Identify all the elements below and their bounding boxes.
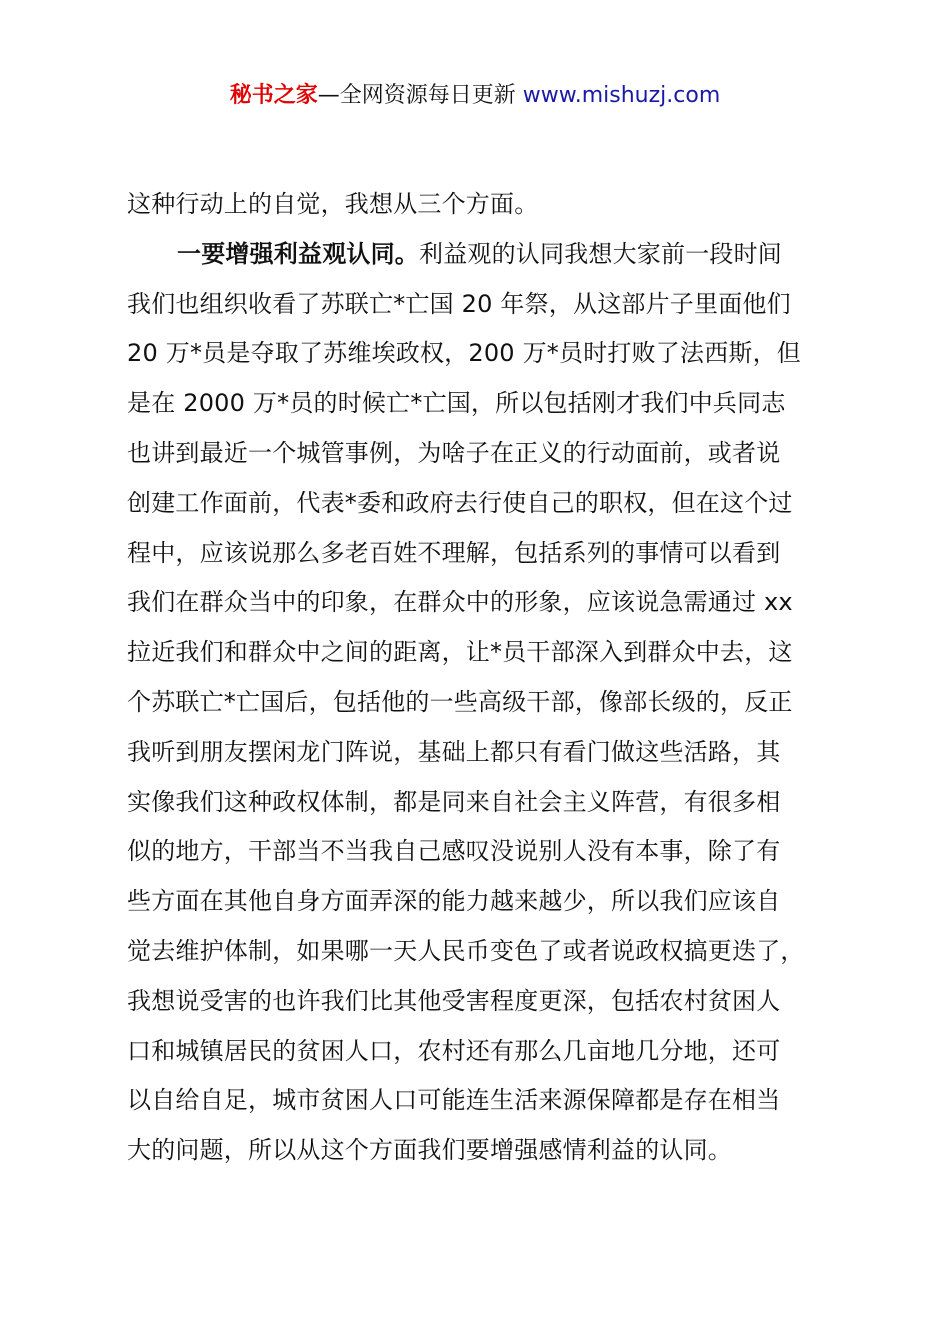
paragraph-line: 我们也组织收看了苏联亡*亡国 20 年祭，从这部片子里面他们	[127, 289, 791, 318]
paragraph-line: 我想说受害的也许我们比其他受害程度更深，包括农村贫困人	[127, 986, 781, 1015]
document-body	[127, 180, 847, 1176]
header-tagline: —全网资源每日更新	[317, 83, 516, 108]
paragraph-text: 利益观的认同我想大家前一段时间	[419, 239, 782, 268]
site-url-link[interactable]: www.mishuzj.com	[522, 83, 721, 108]
paragraph-line: 口和城镇居民的贫困人口，农村还有那么几亩地几分地，还可	[127, 1036, 781, 1065]
paragraph-line: 也讲到最近一个城管事例，为啥子在正义的行动面前，或者说	[127, 438, 781, 467]
paragraph-line: 觉去维护体制，如果哪一天人民币变色了或者说政权搞更迭了，	[127, 936, 805, 965]
paragraph-line: 20 万*员是夺取了苏维埃政权，200 万*员时打败了法西斯，但	[127, 339, 802, 368]
paragraph-line: 个苏联亡*亡国后，包括他的一些高级干部，像部长级的，反正	[127, 687, 793, 716]
paragraph-line: 是在 2000 万*员的时候亡*亡国，所以包括刚才我们中兵同志	[127, 389, 786, 418]
paragraph-line: 大的问题，所以从这个方面我们要增强感情利益的认同。	[127, 1136, 732, 1165]
paragraph-line: 我听到朋友摆闲龙门阵说，基础上都只有看门做这些活路，其	[127, 737, 781, 766]
paragraph-line: 以自给自足，城市贫困人口可能连生活来源保障都是存在相当	[127, 1086, 781, 1115]
paragraph-line: 些方面在其他自身方面弄深的能力越来越少，所以我们应该自	[127, 887, 781, 916]
paragraph-line: 创建工作面前，代表*委和政府去行使自己的职权，但在这个过	[127, 488, 793, 517]
paragraph-line: 程中，应该说那么多老百姓不理解，包括系列的事情可以看到	[127, 538, 781, 567]
paragraph-line: 拉近我们和群众中之间的距离，让*员干部深入到群众中去，这	[127, 638, 793, 667]
paragraph-first-line	[127, 230, 847, 280]
intro-line: 这种行动上的自觉，我想从三个方面。	[127, 190, 539, 218]
paragraph-line: 似的地方，干部当不当我自己感叹没说别人没有本事，除了有	[127, 837, 781, 866]
brand-name: 秘书之家	[229, 83, 318, 108]
paragraph-line: 实像我们这种政权体制，都是同来自社会主义阵营，有很多相	[127, 787, 781, 816]
page-header	[0, 80, 950, 112]
paragraph-line: 我们在群众当中的印象，在群众中的形象，应该说急需通过 xx	[127, 588, 793, 617]
section-heading: 一要增强利益观认同。	[177, 239, 419, 268]
